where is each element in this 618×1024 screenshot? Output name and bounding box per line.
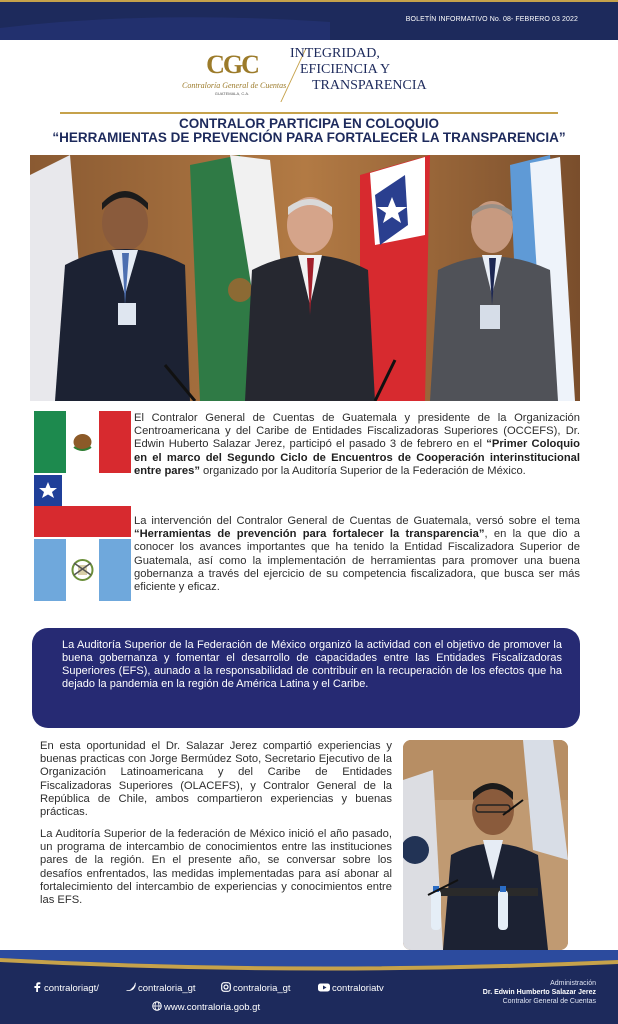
- youtube-link[interactable]: [318, 982, 384, 994]
- motto: [290, 46, 427, 94]
- facebook-handle: contraloriagt/: [44, 983, 99, 994]
- admin-title: Contralor General de Cuentas: [502, 998, 596, 1005]
- mexico-flag: [34, 411, 131, 473]
- logo-mark: [182, 52, 282, 78]
- youtube-icon: [318, 982, 330, 992]
- paragraph-3: En esta oportunidad el Dr. Salazar Jerez compartió experiencias y buenas practicas con Jorge Bermúdez Soto, Secretario Ejecutivo de la Organización Latinoamericana y del Caribe de Entidades Fiscalizadoras Superiores (OLACEFS), y Contralor General de la República de Chile, ambos compartieron experiencias y buenas prácticas.: [40, 740, 392, 819]
- admin-name: Dr. Edwin Humberto Salazar Jerez: [482, 989, 596, 996]
- paragraph-1-text: El Contralor General de Cuentas de Guatemala y presidente de la Organización Centroamericana y del Caribe de Entidades Fiscalizadoras Superiores (OCCEFS), Dr. Edwin Huberto Salazar Jerez, participó el pasado 3 de febrero en el: [134, 412, 580, 451]
- speaker-illustration: [403, 740, 568, 950]
- guatemala-flag: [34, 539, 131, 601]
- youtube-handle: contraloriatv: [332, 983, 384, 994]
- logo-name: Contraloría General de Cuentas: [182, 81, 287, 90]
- top-banner: [0, 0, 618, 40]
- paragraph-1-tail: organizado por la Auditoría Superior de la Federación de México.: [199, 464, 526, 477]
- bulletin-number: BOLETÍN INFORMATIVO No. 08- FEBRERO 03 2022: [405, 16, 578, 23]
- administration-credit: [483, 979, 596, 1006]
- instagram-icon: [221, 982, 231, 992]
- paragraph-2: [134, 515, 580, 594]
- website-url: www.contraloria.gob.gt: [164, 1002, 261, 1013]
- paragraph-2-bold: “Herramientas de prevención para fortalecer la transparencia”: [134, 528, 485, 541]
- paragraph-4: La Auditoría Superior de la federación de México inició el año pasado, un programa de intercambio de conocimientos entre las instituciones pares de la región. En el presente año, se conversar sobre los desafíos enfrentados, las medidas implementadas para así abonar al fortalecimiento del intercambio de experiencias y conocimientos entre las EFS.: [40, 828, 392, 907]
- headline-line-2: “HERRAMIENTAS DE PREVENCIÓN PARA FORTALECER LA TRANSPARENCIA”: [52, 130, 566, 145]
- highlight-box: [32, 628, 580, 728]
- logo-mark-text: CGC: [206, 50, 258, 79]
- facebook-icon: [32, 982, 42, 992]
- motto-line-1: INTEGRIDAD,: [290, 46, 380, 61]
- motto-line-3: TRANSPARENCIA: [312, 78, 427, 93]
- flags-column: [34, 411, 131, 603]
- motto-line-2: EFICIENCIA Y: [300, 62, 391, 77]
- globe-icon: [152, 1001, 162, 1011]
- chile-flag: [34, 475, 131, 537]
- mexico-flag-graphic: [34, 411, 131, 473]
- twitter-handle: contraloria_gt: [138, 983, 196, 994]
- title-rule: [60, 112, 558, 114]
- guatemala-flag-graphic: [34, 539, 131, 601]
- instagram-link[interactable]: [221, 982, 291, 994]
- photo-illustration: [30, 155, 580, 401]
- paragraph-2-tail: , en la que dio a conocer los avances importantes que ha tenido la Entidad Fiscalizadora Superior de Guatemala, así como la implementación de herramientas para promover una buena gobernanza a través del ejercicio de su competencia fiscalizadora, que busca ser más eficiente y eficaz.: [134, 528, 580, 594]
- logo-place: GUATEMALA, C.A.: [214, 91, 250, 96]
- admin-label: Administración: [550, 980, 596, 987]
- website-link[interactable]: [152, 1001, 260, 1013]
- chile-flag-graphic: [34, 475, 131, 537]
- paragraph-1-bold: “Primer Coloquio en el marco del Segundo Ciclo de Encuentros de Cooperación interinstitucional entre pares”: [134, 438, 580, 477]
- paragraph-2-text: La intervención del Contralor General de Cuentas de Guatemala, versó sobre el tema: [134, 515, 580, 527]
- headline-line-1: CONTRALOR PARTICIPA EN COLOQUIO: [179, 116, 439, 131]
- headline: [20, 117, 598, 145]
- twitter-link[interactable]: [126, 982, 196, 994]
- paragraph-1: [134, 412, 580, 478]
- facebook-link[interactable]: [32, 982, 99, 994]
- speaker-photo: [403, 740, 568, 950]
- event-photo: [30, 155, 580, 401]
- highlight-text: La Auditoría Superior de la Federación de México organizó la actividad con el objetivo de promover la buena gobernanza y fomentar el desarrollo de capacidades entre las Entidades Fiscalizadoras Superiores (EFS), aunado a la responsabilidad de contribuir en la recuperación de los efectos que ha dejado la pandemia en la región de América Latina y el Caribe.: [62, 639, 562, 690]
- twitter-icon: [126, 982, 136, 992]
- instagram-handle: contraloria_gt: [233, 983, 291, 994]
